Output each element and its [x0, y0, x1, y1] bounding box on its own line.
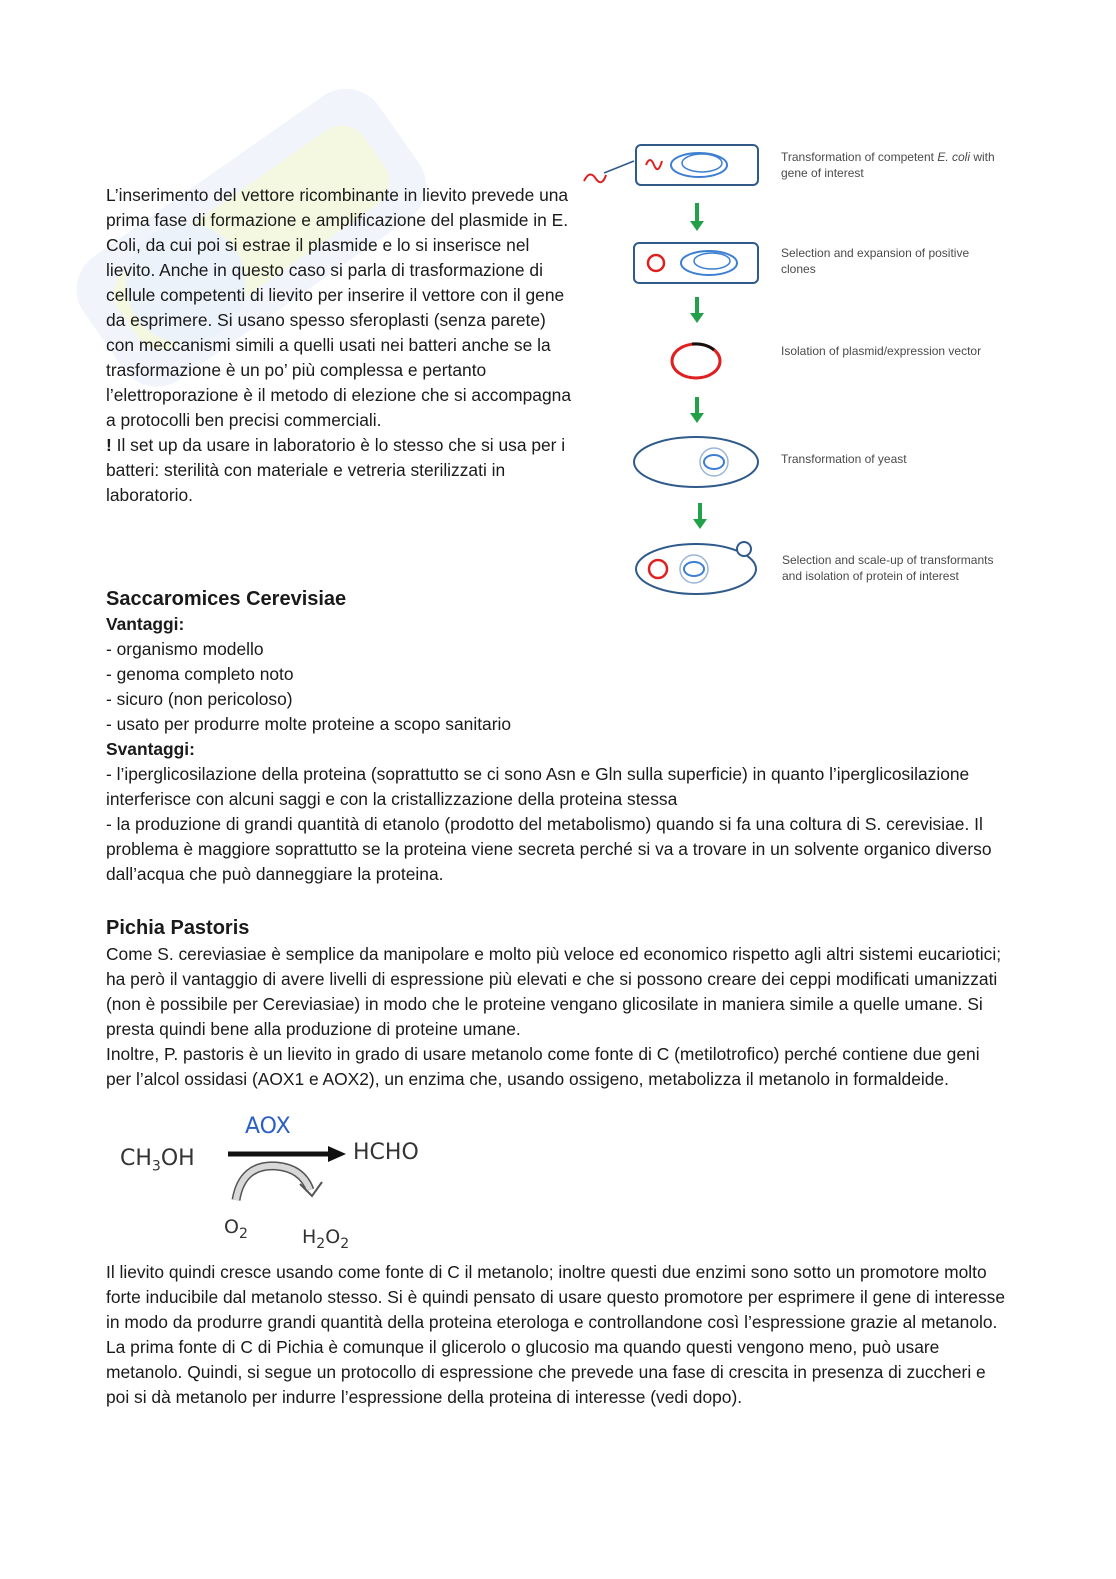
- down-arrow-icon: [693, 503, 707, 529]
- yeast-cell-icon: [634, 437, 758, 487]
- intro-paragraph: L’inserimento del vettore ricombinante in lievito prevede una prima fase di formazione e amplificazione del plasmide in E. Coli, da cui poi si estrae il plasmide e lo si inserisce nel lievito. Anche in questo caso si parla di trasformazione di cellule competenti di lievito per inserire il vettore con il gene da esprimere. Si usano spesso sferoplasti (senza parete) con meccanismi simili a quelli usati nei batteri anche se la trasformazione è un po’ più complessa e pertanto l’elettroporazione è il metodo di elezione che si accompagna a protocolli ben precisi commerciali.: [106, 185, 571, 430]
- gene-fragment-icon: [584, 161, 634, 182]
- budding-yeast-cell-icon: [636, 542, 756, 594]
- vantaggi-item: - organismo modello: [106, 639, 264, 659]
- down-arrow-icon: [690, 203, 704, 231]
- reaction-arrow-icon: [228, 1140, 358, 1220]
- pichia-continued: [106, 1260, 1006, 1410]
- pichia-paragraph-4: La prima fonte di C di Pichia è comunque il glicerolo o glucosio ma quando questi vengono meno, può usare metanolo. Quindi, si segue un protocollo di espressione che prevede una fase di crescita in presenza di zuccheri e poi si dà metanolo per indurre l’espressione della proteina di interesse (vedi dopo).: [106, 1337, 986, 1407]
- diagram-graphics: [574, 135, 994, 615]
- saccaromices-section: [106, 612, 1006, 887]
- step-label-3: Isolation of plasmid/expression vector: [781, 344, 982, 358]
- ecoli-cell-icon: [636, 145, 758, 185]
- vantaggi-item: - usato per produrre molte proteine a scopo sanitario: [106, 714, 512, 734]
- saccaromices-title: Saccaromices Cerevisiae: [106, 588, 347, 610]
- plasmid-icon: [672, 344, 720, 378]
- down-arrow-icon: [690, 397, 704, 423]
- pichia-paragraph-3: Il lievito quindi cresce usando come fonte di C il metanolo; inoltre questi due enzimi sono sotto un promotore molto forte inducibile dal metanolo stesso. Si è quindi pensato di usare questo promotore per esprimere il gene di interesse in modo da produrre grandi quantità della proteina eterologa e controllandone così l’espressione grazie al metanolo.: [106, 1262, 1006, 1332]
- step-label-4: Transformation of yeast: [781, 452, 907, 466]
- aox-reaction-scheme: [110, 1110, 440, 1260]
- vantaggi-item: - sicuro (non pericoloso): [106, 689, 293, 709]
- pichia-paragraph-1: Come S. cereviasiae è semplice da manipolare e molto più veloce ed economico rispetto agli altri sistemi eucariotici; ha però il vantaggio di avere livelli di espressione più elevati e che si possono creare dei ceppi modificati umanizzati (non è possibile per Cereviasiae) in modo che le proteine vengano glicosilate in maniera simile a quelle umane. Si presta quindi bene alla produzione di proteine umane.: [106, 944, 1002, 1039]
- svantaggi-label: Svantaggi:: [106, 739, 195, 759]
- pichia-paragraph-2: Inoltre, P. pastoris è un lievito in grado di usare metanolo come fonte di C (metilotrofico) perché contiene due geni per l’alcol ossidasi (AOX1 e AOX2), un enzima che, usando ossigeno, metabolizza il metanolo in formaldeide.: [106, 1044, 980, 1089]
- step-label-5: Selection and scale-up of transformants and isolation of protein of interest: [782, 553, 994, 583]
- vantaggi-label: Vantaggi:: [106, 614, 185, 634]
- down-arrow-icon: [690, 297, 704, 323]
- byproduct-peroxide: $H_2O_2$: [302, 1226, 350, 1252]
- step-label-1: Transformation of competent E. coli with gene of interest: [781, 150, 995, 180]
- note-text: Il set up da usare in laboratorio è lo stesso che si usa per i batteri: sterilità con materiale e vetreria sterilizzati in laboratorio.: [106, 435, 566, 505]
- note-mark: !: [106, 435, 112, 455]
- pichia-intro: [106, 942, 1006, 1092]
- cofactor-oxygen: $O_2$: [224, 1216, 248, 1242]
- step-label-2: Selection and expansion of positive clones: [781, 246, 970, 276]
- yeast-transformation-diagram: [574, 135, 994, 615]
- enzyme-label: AOX: [245, 1114, 291, 1139]
- positive-clone-cell-icon: [634, 243, 758, 283]
- vantaggi-item: - genoma completo noto: [106, 664, 294, 684]
- product-formaldehyde: HCHO: [353, 1140, 419, 1165]
- pichia-title: Pichia Pastoris: [106, 917, 250, 939]
- substrate-methanol: $CH_3OH$: [120, 1146, 195, 1175]
- svantaggi-item: - la produzione di grandi quantità di etanolo (prodotto del metabolismo) quando si fa una coltura di S. cerevisiae. Il problema è maggiore soprattutto se la proteina viene secreta perché si va a trovare in un solvente organico diverso dall’acqua che può danneggiare la proteina.: [106, 814, 992, 884]
- svantaggi-item: - l’iperglicosilazione della proteina (soprattutto se ci sono Asn e Gln sulla superficie) in quanto l’iperglicosilazione interferisce con alcuni saggi e con la cristallizzazione della proteina stessa: [106, 764, 970, 809]
- intro-text: [106, 183, 576, 508]
